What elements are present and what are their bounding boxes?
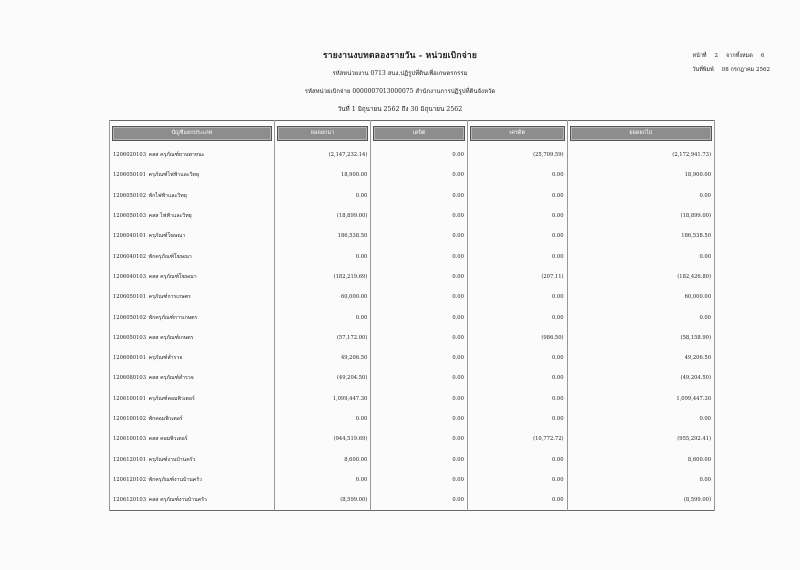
table-row: [110, 287, 715, 307]
brought-forward-cell: 49,206.50: [274, 348, 371, 368]
account-cell: [110, 307, 275, 327]
account-code: 1206100102: [113, 416, 147, 422]
brought-forward-cell: (182,219.69): [274, 267, 371, 287]
total-pages-label: จากทั้งหมด: [726, 53, 753, 59]
department-line: รหัสหน่วยงาน 0713 สนง.ปฏิรูปที่ดินเพื่อเกษตรกรรม: [332, 70, 468, 77]
debit-cell: 0.00: [371, 409, 468, 429]
account-name: พักครุภัณฑ์โฆษณา: [148, 253, 192, 260]
carried-forward-cell: 0.00: [567, 186, 714, 206]
account-name: พักครุภัณฑ์การเกษตร: [148, 314, 198, 321]
table-row: [110, 307, 715, 327]
account-code: 1206100103: [113, 436, 147, 443]
carried-forward-cell: 0.00: [567, 409, 714, 429]
account-name: ครุภัณฑ์งานบ้านครัว: [148, 456, 196, 463]
brought-forward-cell: 0.00: [274, 186, 371, 206]
carried-forward-cell: (18,899.00): [567, 206, 714, 226]
debit-cell: 0.00: [371, 429, 468, 449]
brought-forward-cell: (18,899.00): [274, 206, 371, 226]
account-code: 1206050103: [113, 213, 147, 220]
account-cell: [110, 490, 275, 511]
debit-cell: 0.00: [371, 307, 468, 327]
account-cell: [110, 165, 275, 185]
brought-forward-cell: 0.00: [274, 409, 371, 429]
account-cell: [110, 348, 275, 368]
account-cell: [110, 206, 275, 226]
account-name: พักไฟฟ้าและวิทยุ: [148, 192, 187, 199]
account-code: 1206040103: [113, 273, 147, 280]
debit-cell: 0.00: [371, 226, 468, 246]
carried-forward-cell: (58,158.90): [567, 328, 714, 348]
account-name: คสส ครุภัณฑ์ยานพาหนะ: [148, 152, 205, 159]
account-cell: [110, 429, 275, 449]
debit-cell: 0.00: [371, 328, 468, 348]
account-cell: [110, 145, 275, 165]
credit-cell: 0.00: [467, 490, 567, 511]
debit-cell: 0.00: [371, 246, 468, 266]
credit-cell: (986.50): [467, 328, 567, 348]
debit-cell: 0.00: [371, 490, 468, 511]
account-code: 1206080101: [113, 355, 147, 362]
account-name: พักคอมพิวเตอร์: [148, 416, 183, 422]
account-cell: [110, 267, 275, 287]
credit-cell: 0.00: [467, 246, 567, 266]
table-row: [110, 449, 715, 469]
brought-forward-cell: (944,519.69): [274, 429, 371, 449]
account-code: 1206020103: [113, 152, 147, 159]
brought-forward-cell: 0.00: [274, 246, 371, 266]
debit-cell: 0.00: [371, 389, 468, 409]
account-name: คสส ครุภัณฑ์โฆษณา: [148, 273, 197, 280]
account-cell: [110, 287, 275, 307]
debit-cell: 0.00: [371, 165, 468, 185]
debit-cell: 0.00: [371, 449, 468, 469]
account-code: 1206050102: [113, 192, 147, 199]
brought-forward-cell: (2,147,232.14): [274, 145, 371, 165]
account-cell: [110, 186, 275, 206]
account-cell: [110, 226, 275, 246]
account-code: 1206050101: [113, 172, 147, 179]
credit-cell: 0.00: [467, 287, 567, 307]
carried-forward-cell: 18,900.00: [567, 165, 714, 185]
header-debit: เดบิต: [373, 126, 465, 141]
carried-forward-cell: (8,599.00): [567, 490, 714, 511]
total-pages: 6: [760, 53, 765, 59]
credit-cell: 0.00: [467, 186, 567, 206]
page-label: หน้าที่: [692, 53, 707, 59]
brought-forward-cell: (49,204.50): [274, 368, 371, 388]
credit-cell: 0.00: [467, 348, 567, 368]
table-row: [110, 470, 715, 490]
account-cell: [110, 368, 275, 388]
brought-forward-cell: (8,599.00): [274, 490, 371, 511]
account-name: ครุภัณฑ์สำรวจ: [148, 355, 183, 362]
trial-balance-table: [109, 120, 715, 511]
carried-forward-cell: 0.00: [567, 307, 714, 327]
account-name: คสส ครุภัณฑ์สำรวจ: [148, 375, 194, 382]
table-row: [110, 348, 715, 368]
header-account: บัญชีแยกประเภท: [112, 126, 272, 141]
account-code: 1206040102: [113, 253, 147, 260]
account-code: 1206050103: [113, 334, 147, 341]
header-brought-forward: ยอดยกมา: [277, 126, 369, 141]
print-date: 08 กรกฎาคม 2562: [721, 67, 770, 73]
credit-cell: 0.00: [467, 409, 567, 429]
page-meta: [692, 49, 770, 77]
credit-cell: 0.00: [467, 449, 567, 469]
table-row: [110, 328, 715, 348]
brought-forward-cell: 0.00: [274, 470, 371, 490]
carried-forward-cell: (49,204.50): [567, 368, 714, 388]
table-row: [110, 226, 715, 246]
table-row: [110, 186, 715, 206]
carried-forward-cell: 0.00: [567, 470, 714, 490]
brought-forward-cell: 8,600.00: [274, 449, 371, 469]
table-row: [110, 145, 715, 165]
page-number: 2: [714, 53, 719, 59]
carried-forward-cell: 1,099,447.30: [567, 389, 714, 409]
account-cell: [110, 470, 275, 490]
table-row: [110, 246, 715, 266]
brought-forward-cell: 18,900.00: [274, 165, 371, 185]
account-cell: [110, 328, 275, 348]
brought-forward-cell: 186,538.50: [274, 226, 371, 246]
credit-cell: 0.00: [467, 470, 567, 490]
credit-cell: (25,709.59): [467, 145, 567, 165]
account-code: 1206040101: [113, 233, 147, 240]
account-name: ครุภัณฑ์การเกษตร: [148, 294, 191, 301]
credit-cell: 0.00: [467, 165, 567, 185]
account-cell: [110, 409, 275, 429]
credit-cell: 0.00: [467, 206, 567, 226]
table-row: [110, 409, 715, 429]
header-credit: เครดิต: [470, 126, 565, 141]
carried-forward-cell: (2,172,941.73): [567, 145, 714, 165]
debit-cell: 0.00: [371, 267, 468, 287]
credit-cell: (10,772.72): [467, 429, 567, 449]
table-row: [110, 389, 715, 409]
account-name: พักครุภัณฑ์งานบ้านครัว: [148, 476, 202, 483]
period-line: วันที่ 1 มิถุนายน 2562 ถึง 30 มิถุนายน 2562: [337, 106, 463, 113]
brought-forward-cell: (57,172.00): [274, 328, 371, 348]
carried-forward-cell: 8,600.00: [567, 449, 714, 469]
debit-cell: 0.00: [371, 368, 468, 388]
credit-cell: 0.00: [467, 226, 567, 246]
table-row: [110, 368, 715, 388]
account-name: ครุภัณฑ์โฆษณา: [148, 233, 186, 240]
credit-cell: (207.11): [467, 267, 567, 287]
account-cell: [110, 389, 275, 409]
header-carried-forward: ยอดยกไป: [570, 126, 712, 141]
credit-cell: 0.00: [467, 368, 567, 388]
account-name: ครุภัณฑ์คอมพิวเตอร์: [148, 395, 195, 402]
credit-cell: 0.00: [467, 389, 567, 409]
account-cell: [110, 246, 275, 266]
account-name: คสส ไฟฟ้าและวิทยุ: [148, 213, 192, 220]
account-name: คสส ครุภัณฑ์เกษตร: [148, 334, 194, 341]
debit-cell: 0.00: [371, 206, 468, 226]
brought-forward-cell: 1,099,447.30: [274, 389, 371, 409]
account-code: 1206050101: [113, 294, 147, 301]
print-date-label: วันที่พิมพ์: [692, 67, 714, 73]
account-code: 1206080103: [113, 375, 147, 382]
carried-forward-cell: (182,426.80): [567, 267, 714, 287]
table-row: [110, 267, 715, 287]
table-row: [110, 490, 715, 511]
account-name: ครุภัณฑ์ไฟฟ้าและวิทยุ: [148, 172, 199, 179]
report-header: [0, 48, 800, 114]
debit-cell: 0.00: [371, 186, 468, 206]
debit-cell: 0.00: [371, 287, 468, 307]
debit-cell: 0.00: [371, 145, 468, 165]
account-code: 1206100101: [113, 395, 147, 402]
table-row: [110, 429, 715, 449]
carried-forward-cell: 186,538.50: [567, 226, 714, 246]
carried-forward-cell: (955,292.41): [567, 429, 714, 449]
carried-forward-cell: 49,206.50: [567, 348, 714, 368]
carried-forward-cell: 60,000.00: [567, 287, 714, 307]
account-name: คสส ครุภัณฑ์งานบ้านครัว: [148, 497, 207, 504]
credit-cell: 0.00: [467, 307, 567, 327]
debit-cell: 0.00: [371, 348, 468, 368]
brought-forward-cell: 60,000.00: [274, 287, 371, 307]
debit-cell: 0.00: [371, 470, 468, 490]
carried-forward-cell: 0.00: [567, 246, 714, 266]
account-name: คสส คอมพิวเตอร์: [148, 436, 188, 443]
brought-forward-cell: 0.00: [274, 307, 371, 327]
disbursement-unit-line: รหัสหน่วยเบิกจ่าย 0000007013000075 สำนักงานการปฏิรูปที่ดินจังหวัด: [304, 88, 496, 95]
table-row: [110, 206, 715, 226]
account-code: 1206050102: [113, 314, 147, 321]
report-title: รายงานงบทดลองรายวัน - หน่วยเบิกจ่าย: [322, 51, 478, 61]
table-row: [110, 165, 715, 185]
account-code: 1206120102: [113, 476, 147, 483]
account-code: 1206120101: [113, 456, 147, 463]
account-code: 1206120103: [113, 497, 147, 504]
account-cell: [110, 449, 275, 469]
